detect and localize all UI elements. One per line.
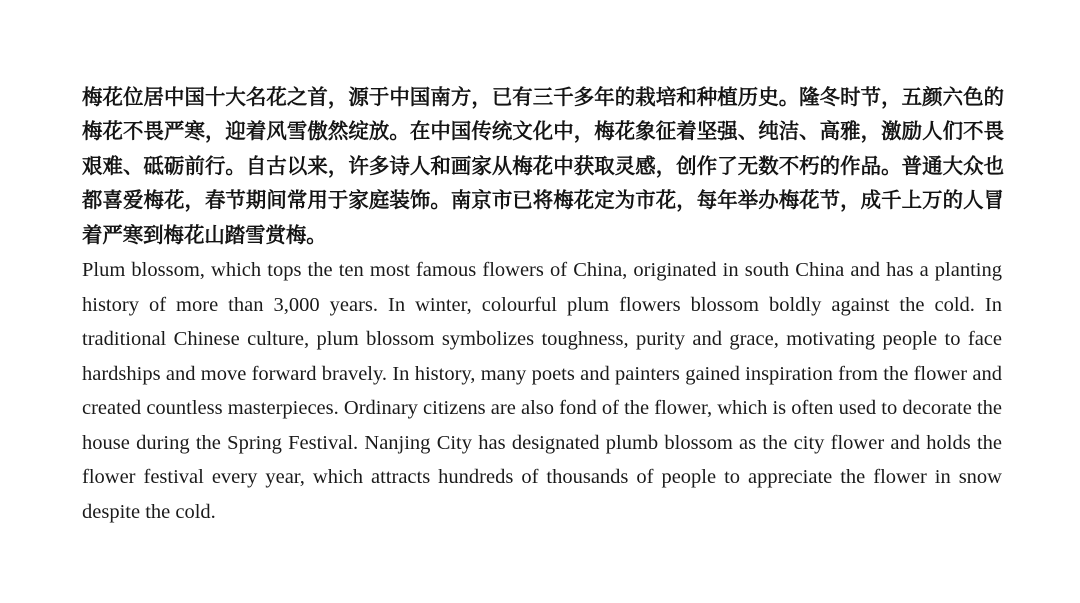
chinese-paragraph: 梅花位居中国十大名花之首，源于中国南方，已有三千多年的栽培和种植历史。隆冬时节，五颜六色的梅花不畏严寒，迎着风雪傲然绽放。在中国传统文化中，梅花象征着坚强、纯洁、高雅，激励人们不畏艰难、砥砺前行。自古以来，许多诗人和画家从梅花中获取灵感，创作了无数不朽的作品。普通大众也都喜爱梅花，春节期间常用于家庭装饰。南京市已将梅花定为市花，每年举办梅花节，成千上万的人冒着严寒到梅花山踏雪赏梅。 xyxy=(82,85,1004,247)
english-paragraph: Plum blossom, which tops the ten most famous flowers of China, originated in south China and has a planting history of more than 3,000 years. In winter, colourful plum flowers blossom boldly against the cold. In traditional Chinese culture, plum blossom symbolizes toughness, purity and grace, motivating people to face hardships and move forward bravely. In history, many poets and painters gained inspiration from the flower and created countless masterpieces. Ordinary citizens are also fond of the flower, which is often used to decorate the house during the Spring Festival. Nanjing City has designated plumb blossom as the city flower and holds the flower festival every year, which attracts hundreds of thousands of people to appreciate the flower in snow despite the cold. xyxy=(82,259,1002,523)
